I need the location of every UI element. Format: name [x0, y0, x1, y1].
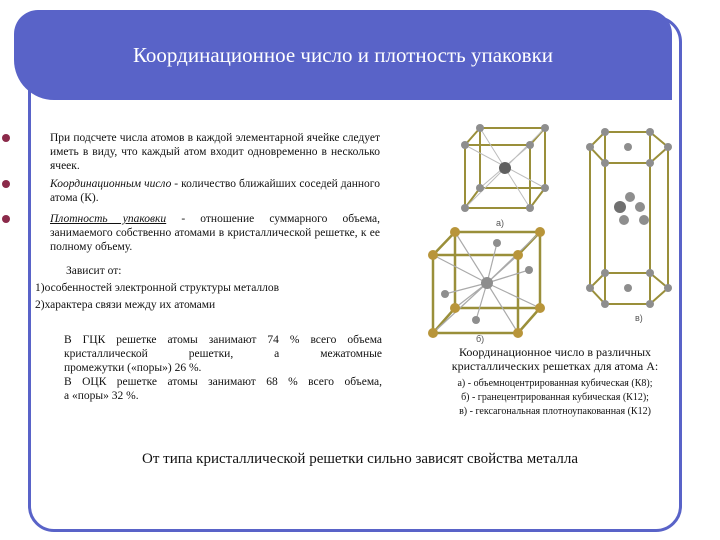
depends-item-2: 2)характера связи между их атомами	[35, 299, 216, 311]
figure-caption-list	[410, 377, 700, 419]
bullet-dot-icon	[2, 134, 10, 142]
title-underline	[66, 98, 636, 100]
term-packing-density: Плотность упаковки	[50, 213, 167, 225]
bullet-3	[50, 212, 380, 254]
bullet-1	[50, 131, 380, 173]
bullet-3-text: - отношение суммарного объема, занимаемого собственно атомами в кристаллической решетке, к ее полному объему.	[50, 213, 381, 253]
figure-label-c: в)	[635, 313, 643, 323]
fcc-line-3: промежутки («поры») 26 %.	[64, 362, 202, 374]
bullet-1-text: При подсчете числа атомов в каждой элементарной ячейке следует иметь в виду, что каждый атом входит одновременно в несколько ячеек.	[50, 132, 380, 172]
figure-label-b: б)	[476, 334, 485, 344]
caption-item-b: б) - гранецентрированная кубическая (К12);	[461, 392, 649, 403]
bcc-line-1: В ОЦК решетке атомы занимают 68 % всего объема,	[64, 376, 382, 388]
figure-caption: Координационное число в различных кристаллических решетках для атома А:	[451, 345, 659, 373]
term-coordination-number: Координационным число	[50, 178, 172, 190]
bullet-dot-icon	[2, 215, 10, 223]
packing-paragraph	[64, 333, 382, 403]
fcc-line-1: В ГЦК решетке атомы занимают 74 % всего объема	[64, 334, 382, 346]
footer-statement: От типа кристаллической решетки сильно зависят свойства металла	[142, 451, 578, 467]
bullet-2-text: - количество ближайших соседей данного атома (К).	[50, 178, 380, 204]
bullet-2	[50, 177, 380, 205]
depends-label: Зависит от:	[66, 265, 122, 277]
bcc-line-2: а «поры» 32 %.	[64, 390, 139, 402]
figure-label-a: а)	[496, 218, 505, 228]
title-bar	[14, 10, 672, 100]
bullet-dot-icon	[2, 180, 10, 188]
caption-item-a: а) - объемноцентрированная кубическая (К8);	[457, 378, 653, 389]
fcc-line-2: кристаллической решетки, а межатомные	[64, 348, 382, 360]
slide-title: Координационное число и плотность упаковки	[132, 43, 554, 67]
depends-item-1: 1)особенностей электронной структуры металлов	[35, 282, 280, 294]
caption-item-c: в) - гексагональная плотноупакованная (К12)	[459, 406, 651, 417]
